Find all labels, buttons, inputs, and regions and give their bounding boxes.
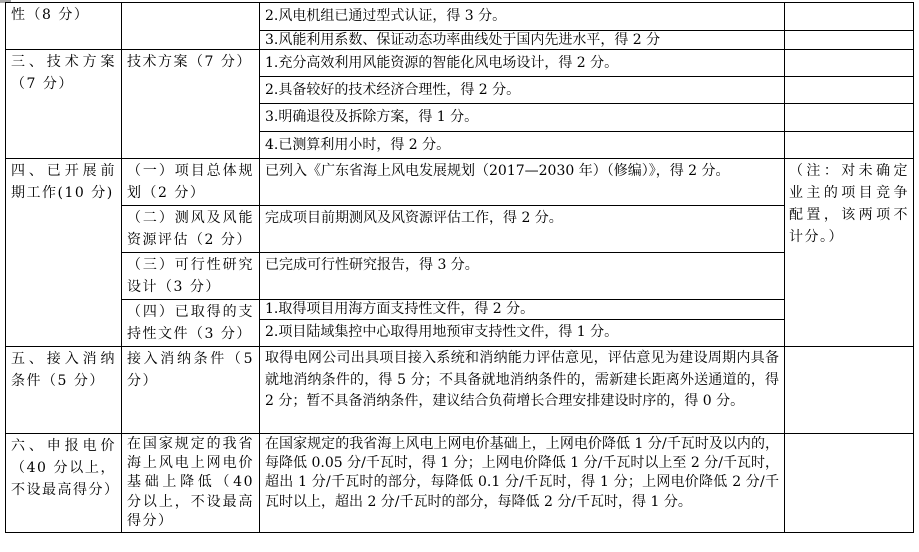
category-cell-section6: 六、申报电价（40 分以上，不设最高得分） bbox=[6, 434, 122, 533]
criteria-cell: 2.风电机组已通过型式认证，得 3 分。 bbox=[260, 3, 785, 31]
subcategory-cell-s4-4: （四）已取得的支持性文件（3 分） bbox=[122, 300, 260, 347]
criteria-cell: 3.风能利用系数、保证动态功率曲线处于国内先进水平，得 2 分 bbox=[260, 31, 785, 50]
category-cell-section4: 四、已开展前期工作(10 分) bbox=[6, 159, 122, 347]
category-cell-continuation: 性（8 分） bbox=[6, 3, 122, 50]
criteria-cell: 取得电网公司出具项目接入系统和消纳能力评估意见，评估意见为建设周期内具备就地消纳条件的，得 5 分；不具备就地消纳条件的，需新建长距离外送通道的，得 2 分；暂不具备消纳条件，建议结合负荷增长合理安排建设时序的，得 0 分。 bbox=[260, 347, 785, 434]
criteria-cell: 已列入《广东省海上风电发展规划（2017—2030 年）（修编）》，得 2 分。 bbox=[260, 159, 785, 206]
note-cell-empty bbox=[785, 434, 914, 533]
subcategory-cell-section5: 接入消纳条件（5 分） bbox=[122, 347, 260, 434]
criteria-cell: 完成项目前期测风及风资源评估工作，得 2 分。 bbox=[260, 206, 785, 253]
note-cell-empty bbox=[785, 31, 914, 50]
criteria-cell: 3.明确退役及拆除方案，得 1 分。 bbox=[260, 104, 785, 132]
note-cell-section4: （注：对未确定业主的项目竞争配置，该两项不计分。） bbox=[785, 159, 914, 347]
criteria-cell: 4.已测算利用小时，得 2 分。 bbox=[260, 132, 785, 159]
note-cell-empty bbox=[785, 77, 914, 104]
criteria-cell: 2.项目陆域集控中心取得用地预审支持性文件，得 1 分。 bbox=[260, 319, 785, 346]
scoring-criteria-table bbox=[5, 2, 914, 533]
subcategory-cell-s4-1: （一）项目总体规划（2 分） bbox=[122, 159, 260, 206]
note-cell-empty bbox=[785, 104, 914, 132]
note-cell-empty bbox=[785, 50, 914, 77]
note-cell-empty bbox=[785, 3, 914, 31]
subcategory-cell-section6: 在国家规定的我省海上风电上网电价基础上降低（40 分以上，不设最高得分） bbox=[122, 434, 260, 533]
category-cell-section5: 五、接入消纳条件（5 分） bbox=[6, 347, 122, 434]
category-cell-section3: 三、技术方案（7 分） bbox=[6, 50, 122, 159]
criteria-cell: 2.具备较好的技术经济合理性，得 2 分。 bbox=[260, 77, 785, 104]
criteria-cell: 在国家规定的我省海上风电上网电价基础上，上网电价降低 1 分/千瓦时及以内的，每降低 0.05 分/千瓦时，得 1 分；上网电价降低 1 分/千瓦时以上至 2 分/千瓦时，超出 1 分/千瓦时的部分，每降低 0.1 分/千瓦时，得 1 分；上网电价降低 2 分/千瓦时以上，超出 2 分/千瓦时的部分，每降低 2 分/千瓦时，得 1 分。 bbox=[260, 434, 785, 533]
subcategory-cell-s4-3: （三）可行性研究设计（3 分） bbox=[122, 253, 260, 300]
note-cell-empty bbox=[785, 347, 914, 434]
subcategory-cell-section3: 技术方案（7 分） bbox=[122, 50, 260, 159]
criteria-cell: 1.取得项目用海方面支持性文件，得 2 分。 bbox=[260, 300, 785, 320]
note-cell-empty bbox=[785, 132, 914, 159]
subcategory-cell-s4-2: （二）测风及风能资源评估（2 分） bbox=[122, 206, 260, 253]
subcategory-cell-empty bbox=[122, 3, 260, 50]
criteria-cell: 1.充分高效利用风能资源的智能化风电场设计，得 2 分。 bbox=[260, 50, 785, 77]
criteria-cell: 已完成可行性研究报告，得 3 分。 bbox=[260, 253, 785, 300]
